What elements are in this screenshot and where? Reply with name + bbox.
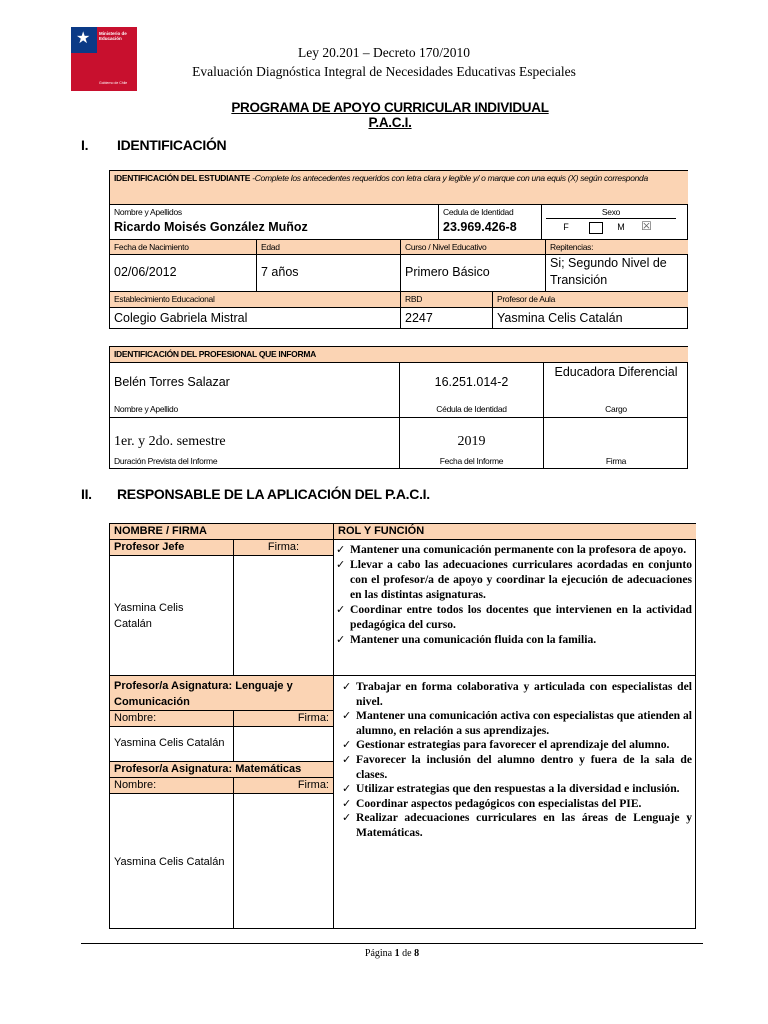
check-icon: ✓: [336, 633, 346, 646]
rbd-value: 2247: [401, 308, 493, 329]
sex-m-label: M: [617, 222, 625, 232]
star-icon: ★: [76, 30, 91, 47]
profesor-lenguaje-name: Yasmina Celis Catalán: [110, 727, 234, 762]
role-item: [334, 602, 692, 632]
profesor-lenguaje-label: Profesor/a Asignatura: Lenguaje y Comunicación: [110, 676, 334, 711]
section-responsable: [81, 486, 430, 502]
professional-role-label: Cargo: [605, 404, 627, 414]
birth-label: Fecha de Nacimiento: [110, 240, 257, 255]
firma-label: Firma:: [234, 711, 334, 727]
check-icon: ✓: [342, 709, 352, 723]
role-item: [334, 632, 692, 647]
sex-m-checkbox-checked[interactable]: ☒: [641, 219, 652, 233]
role-item: [340, 782, 692, 797]
role-item: [334, 542, 692, 557]
profesor-jefe-label: Profesor Jefe: [110, 540, 234, 556]
report-date-label: Fecha del Informe: [439, 456, 504, 466]
profesor-jefe-signature[interactable]: [234, 556, 334, 676]
professional-role: Educadora Diferencial: [554, 365, 678, 379]
sex-f-label: F: [563, 222, 569, 232]
footer-page-number: 1: [394, 948, 400, 959]
check-icon: ✓: [342, 738, 352, 752]
student-age: 7 años: [257, 255, 401, 292]
professional-name-label: Nombre y Apellido: [114, 404, 178, 414]
student-heading: [110, 171, 688, 205]
role-item: [340, 709, 692, 738]
check-icon: ✓: [342, 811, 352, 825]
jefe-roles-list: [334, 542, 692, 647]
document-title: PROGRAMA DE APOYO CURRICULAR INDIVIDUAL: [231, 100, 549, 115]
rbd-label: RBD: [401, 292, 493, 308]
section-number: I.: [81, 137, 89, 153]
professional-table: [109, 346, 688, 469]
role-item: [340, 753, 692, 782]
section-title: RESPONSABLE DE LA APLICACIÓN DEL P.A.C.I.: [117, 486, 430, 502]
role-text: Realizar adecuaciones curriculares en las áreas de Lenguaje y Matemáticas.: [356, 811, 692, 839]
role-text: Coordinar aspectos pedagógicos con especialistas del PIE.: [356, 796, 642, 810]
header-law: Ley 20.201 – Decreto 170/2010: [297, 45, 471, 60]
firma-label: Firma:: [234, 778, 334, 794]
repitencias-label: Repitencias:: [546, 240, 688, 255]
professional-name: Belén Torres Salazar: [114, 375, 230, 389]
check-icon: ✓: [336, 603, 346, 616]
sex-cell: [542, 205, 688, 240]
course-value: Primero Básico: [401, 255, 546, 292]
name-cell: [110, 205, 439, 240]
col-rol-funcion: ROL Y FUNCIÓN: [334, 524, 696, 540]
name-label: Nombre y Apellidos: [114, 207, 182, 217]
check-icon: ✓: [342, 796, 352, 810]
profesor-lenguaje-signature[interactable]: [234, 727, 334, 762]
role-text: Mantener una comunicación activa con especialistas que atienden al alumno, en relación a sus aprendizajes.: [356, 709, 692, 737]
id-cell: [439, 205, 542, 240]
role-item: [340, 680, 692, 709]
date-cell: [400, 418, 544, 469]
footer-page-label: Página: [364, 948, 395, 959]
student-heading-note: -Complete los antecedentes requeridos con letra clara y legible y/ o marque con una equis (X) según corresponda: [250, 173, 648, 183]
school-value: Colegio Gabriela Mistral: [110, 308, 401, 329]
section-identificacion: [81, 137, 226, 153]
asignatura-roles-list: [340, 680, 692, 841]
profesor-matematicas-signature[interactable]: [234, 794, 334, 929]
footer-divider: [81, 943, 703, 944]
jefe-roles-cell: [334, 540, 696, 676]
signature-cell[interactable]: [544, 418, 688, 469]
prof-role-cell: [544, 363, 688, 418]
check-icon: ✓: [336, 558, 346, 571]
student-name: Ricardo Moisés González Muñoz: [114, 220, 308, 234]
nombre-label: Nombre:: [110, 711, 234, 727]
duration-cell: [110, 418, 400, 469]
role-text: Utilizar estrategias que den respuestas a la diversidad e inclusión.: [356, 782, 680, 796]
role-text: Gestionar estrategias para favorecer el aprendizaje del alumno.: [356, 738, 670, 752]
footer-page-total: 8: [414, 948, 420, 959]
role-item: [340, 797, 692, 812]
role-text: Trabajar en forma colaborativa y articulada con especialistas del nivel.: [356, 680, 692, 708]
logo-subtext: Gobierno de Chile: [99, 81, 128, 85]
professional-heading: IDENTIFICACIÓN DEL PROFESIONAL QUE INFORMA: [110, 347, 688, 363]
sex-label: Sexo: [601, 207, 621, 217]
birth-date: 02/06/2012: [110, 255, 257, 292]
check-icon: ✓: [336, 543, 346, 556]
header-evaluation: Evaluación Diagnóstica Integral de Necesidades Educativas Especiales: [192, 64, 576, 79]
asignatura-roles-cell: [334, 676, 696, 929]
check-icon: ✓: [342, 752, 352, 766]
prof-id-cell: [400, 363, 544, 418]
professional-id-label: Cédula de Identidad: [436, 404, 507, 414]
role-text: Coordinar entre todos los docentes que intervienen en la actividad pedagógica del curso.: [350, 603, 692, 631]
id-label: Cedula de Identidad: [443, 207, 514, 217]
age-label: Edad: [257, 240, 401, 255]
role-item: [340, 811, 692, 840]
check-icon: ✓: [342, 680, 352, 693]
student-table: [109, 170, 688, 329]
role-text: Mantener una comunicación fluida con la familia.: [350, 633, 597, 646]
role-text: Favorecer la inclusión del alumno dentro y fuera de la sala de clases.: [356, 752, 692, 781]
school-label: Establecimiento Educacional: [110, 292, 401, 308]
course-label: Curso / Nivel Educativo: [401, 240, 546, 255]
teacher-label: Profesor de Aula: [493, 292, 688, 308]
sex-f-checkbox[interactable]: [589, 222, 603, 234]
responsables-table: [109, 523, 696, 929]
profesor-matematicas-cell: [110, 794, 234, 929]
firma-label: Firma:: [234, 540, 334, 556]
profesor-matematicas-label: Profesor/a Asignatura: Matemáticas: [110, 762, 334, 778]
col-nombre-firma: NOMBRE / FIRMA: [110, 524, 334, 540]
report-date: 2019: [457, 434, 486, 449]
check-icon: ✓: [342, 782, 352, 796]
role-text: Mantener una comunicación permanente con la profesora de apoyo.: [350, 543, 687, 556]
footer-of-label: de: [399, 948, 415, 959]
student-heading-title: IDENTIFICACIÓN DEL ESTUDIANTE: [114, 173, 251, 183]
profesor-jefe-cell: [110, 556, 234, 676]
profesor-matematicas-name: Yasmina Celis Catalán: [114, 855, 225, 868]
duration-label: Duración Prevista del Informe: [114, 456, 218, 466]
page-footer: [0, 948, 768, 959]
signature-label: Firma: [605, 456, 627, 466]
section-title: IDENTIFICACIÓN: [117, 137, 227, 153]
nombre-label: Nombre:: [110, 778, 234, 794]
document-subtitle: P.A.C.I.: [368, 115, 412, 130]
role-item: [334, 557, 692, 602]
prof-name-cell: [110, 363, 400, 418]
duration-value: 1er. y 2do. semestre: [114, 434, 226, 449]
professional-id: 16.251.014-2: [434, 375, 509, 389]
section-number: II.: [81, 486, 92, 502]
logo-text: Ministerio de Educación: [99, 31, 127, 41]
role-item: [340, 738, 692, 753]
repitencias-value: Si; Segundo Nivel de Transición: [546, 255, 688, 292]
role-text: Llevar a cabo las adecuaciones curriculares acordadas en conjunto con el profesor/a de apoyo y coordinar la ejecución de adecuaciones en las distintas asignaturas.: [350, 558, 692, 601]
student-id: 23.969.426-8: [443, 220, 517, 234]
profesor-jefe-name: Yasmina Celis Catalán: [114, 601, 184, 630]
teacher-value: Yasmina Celis Catalán: [497, 311, 623, 325]
